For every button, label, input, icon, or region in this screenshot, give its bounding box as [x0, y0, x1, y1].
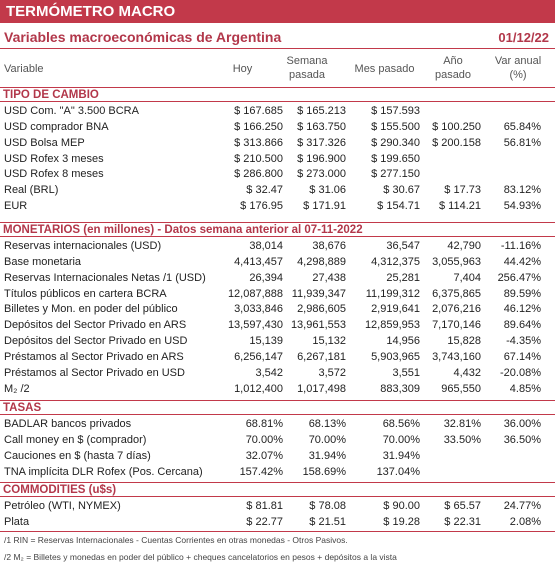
- cell-semana: $ 78.08: [309, 500, 346, 512]
- cell-anio: 3,055,963: [432, 255, 481, 268]
- row-label: Cauciones en $ (hasta 7 días): [4, 449, 151, 462]
- cell-semana: $ 317.326: [297, 136, 346, 149]
- cell-hoy: $ 286.800: [234, 168, 283, 181]
- table-row: [0, 286, 555, 302]
- cell-mes: $ 157.593: [371, 105, 420, 117]
- cell-anio: 2,076,216: [432, 303, 481, 316]
- cell-hoy: 38,014: [249, 240, 283, 252]
- cell-semana: 3,572: [318, 366, 346, 379]
- cell-hoy: $ 313.866: [234, 136, 283, 149]
- cell-mes: 11,199,312: [365, 287, 420, 300]
- cell-hoy: 3,542: [255, 366, 283, 379]
- cell-semana: 1,017,498: [297, 382, 346, 395]
- row-label: USD Rofex 8 meses: [4, 168, 104, 181]
- cell-mes: 883,309: [380, 382, 420, 395]
- table-row: [0, 103, 555, 119]
- cell-mes: 3,551: [392, 366, 420, 379]
- cell-var: 56.81%: [503, 136, 541, 149]
- row-label: Real (BRL): [4, 184, 59, 197]
- table-row: [0, 365, 555, 381]
- cell-mes: 4,312,375: [371, 255, 420, 268]
- cell-mes: 137.04%: [376, 465, 420, 478]
- cell-anio: $ 22.31: [444, 515, 481, 528]
- footnote-2: /2 M₂ = Billetes y monedas en poder del público + cheques cancelatorios en pesos + depósitos a la vista: [4, 552, 397, 562]
- cell-var: 89.59%: [503, 287, 541, 300]
- table-row: [0, 498, 555, 514]
- col-header-var-line1: Var anual: [494, 55, 542, 67]
- cell-var: 46.12%: [503, 303, 541, 316]
- cell-anio: 4,432: [453, 366, 481, 379]
- table-row: [0, 254, 555, 270]
- cell-semana: 15,132: [312, 335, 346, 348]
- cell-var: 44.42%: [503, 255, 541, 268]
- col-header-semana-line2: pasada: [288, 69, 326, 81]
- row-label: USD Bolsa MEP: [4, 136, 85, 149]
- cell-mes: 68.56%: [382, 418, 420, 430]
- table-row: [0, 349, 555, 365]
- banner-title: TERMÓMETRO MACRO: [0, 0, 555, 23]
- col-header-var: [490, 54, 546, 82]
- cell-semana: $ 163.750: [297, 120, 346, 133]
- cell-var: 256.47%: [497, 271, 541, 284]
- cell-hoy: 15,139: [249, 335, 283, 348]
- cell-mes: $ 90.00: [383, 500, 420, 512]
- section-header: TIPO DE CAMBIO: [0, 87, 555, 102]
- cell-mes: 31.94%: [382, 449, 420, 462]
- cell-var: -11.16%: [500, 240, 541, 252]
- cell-anio: $ 100.250: [432, 120, 481, 133]
- cell-var: -20.08%: [500, 366, 541, 379]
- cell-hoy: $ 166.250: [234, 120, 283, 133]
- cell-anio: 3,743,160: [432, 351, 481, 364]
- row-label: Títulos públicos en cartera BCRA: [4, 287, 167, 300]
- cell-semana: 13,961,553: [290, 319, 346, 332]
- cell-var: 36.50%: [503, 433, 541, 446]
- cell-hoy: 6,256,147: [234, 351, 283, 364]
- row-label: USD Rofex 3 meses: [4, 152, 104, 165]
- cell-anio: 32.81%: [443, 418, 481, 430]
- cell-mes: 2,919,641: [371, 303, 420, 316]
- table-row: [0, 432, 555, 448]
- col-header-var-line2: (%): [509, 69, 527, 81]
- cell-anio: $ 65.57: [444, 500, 481, 512]
- table-row: [0, 514, 555, 530]
- row-label: Petróleo (WTI, NYMEX): [4, 500, 121, 512]
- col-header-anio-line2: pasado: [434, 69, 472, 81]
- cell-mes: 70.00%: [382, 433, 420, 446]
- cell-hoy: 26,394: [249, 271, 283, 284]
- cell-hoy: 3,033,846: [234, 303, 283, 316]
- cell-var: 24.77%: [503, 500, 541, 512]
- row-label: Reservas internacionales (USD): [4, 240, 162, 252]
- col-header-anio-line1: Año: [443, 55, 463, 67]
- cell-semana: 158.69%: [302, 465, 346, 478]
- col-header-semana: [282, 54, 332, 82]
- section-header: TASAS: [0, 400, 555, 415]
- table-row: [0, 301, 555, 317]
- table-row: [0, 119, 555, 135]
- cell-anio: 33.50%: [443, 433, 481, 446]
- row-label: Call money en $ (comprador): [4, 433, 147, 446]
- cell-hoy: 12,087,888: [227, 287, 283, 300]
- cell-semana: 70.00%: [308, 433, 346, 446]
- footnote-1: /1 RIN = Reservas Internacionales - Cuentas Corrientes en otras monedas - Otros Pasivos.: [4, 535, 348, 545]
- cell-semana: 4,298,889: [297, 255, 346, 268]
- cell-anio: $ 200.158: [432, 136, 481, 149]
- cell-anio: 42,790: [447, 240, 481, 252]
- col-header-semana-line1: Semana: [286, 55, 328, 67]
- page-subtitle: Variables macroeconómicas de Argentina: [4, 29, 282, 45]
- cell-mes: $ 290.340: [371, 136, 420, 149]
- row-label: Base monetaria: [4, 255, 82, 268]
- cell-mes: $ 30.67: [383, 184, 420, 197]
- cell-mes: $ 155.500: [371, 120, 420, 133]
- cell-semana: $ 31.06: [309, 184, 346, 197]
- cell-semana: $ 196.900: [297, 152, 346, 165]
- cell-semana: $ 171.91: [303, 200, 346, 213]
- cell-mes: $ 199.650: [371, 152, 420, 165]
- row-label: USD Com. "A" 3.500 BCRA: [4, 105, 139, 117]
- cell-hoy: 70.00%: [245, 433, 283, 446]
- row-label: M₂ /2: [4, 382, 30, 395]
- row-label: EUR: [4, 200, 28, 213]
- cell-var: 83.12%: [503, 184, 541, 197]
- row-label: BADLAR bancos privados: [4, 418, 132, 430]
- table-row: [0, 270, 555, 286]
- row-label: Billetes y Mon. en poder del público: [4, 303, 178, 316]
- cell-anio: 7,404: [453, 271, 481, 284]
- cell-anio: $ 114.21: [438, 200, 481, 213]
- cell-mes: 14,956: [386, 335, 420, 348]
- section-header: COMMODITIES (u$s): [0, 482, 555, 497]
- col-header-variable: Variable: [4, 63, 44, 75]
- cell-semana: $ 165.213: [297, 105, 346, 117]
- table-row: [0, 238, 555, 254]
- row-label: Depósitos del Sector Privado en ARS: [4, 319, 187, 332]
- cell-mes: 36,547: [386, 240, 420, 252]
- cell-var: 4.85%: [509, 382, 541, 395]
- row-label: USD comprador BNA: [4, 120, 109, 133]
- cell-mes: 5,903,965: [371, 351, 420, 364]
- table-row: [0, 198, 555, 214]
- cell-hoy: 32.07%: [245, 449, 283, 462]
- cell-anio: 6,375,865: [432, 287, 481, 300]
- cell-semana: 11,939,347: [291, 287, 346, 300]
- cell-mes: $ 277.150: [371, 168, 420, 181]
- cell-hoy: 4,413,457: [234, 255, 283, 268]
- row-label: Plata: [4, 515, 30, 528]
- cell-var: 54.93%: [503, 200, 541, 213]
- cell-var: 65.84%: [503, 120, 541, 133]
- cell-semana: $ 21.51: [309, 515, 346, 528]
- col-header-mes: Mes pasado: [354, 63, 415, 75]
- cell-anio: 965,550: [441, 382, 481, 395]
- cell-semana: 6,267,181: [297, 351, 346, 364]
- header-divider: [0, 48, 555, 49]
- cell-semana: 27,438: [312, 271, 346, 284]
- cell-semana: 31.94%: [308, 449, 346, 462]
- cell-mes: 12,859,953: [364, 319, 420, 332]
- notes-divider: [0, 531, 555, 532]
- cell-var: 89.64%: [503, 319, 541, 332]
- cell-hoy: 1,012,400: [234, 382, 283, 395]
- cell-mes: 25,281: [386, 271, 420, 284]
- cell-hoy: $ 210.500: [234, 152, 283, 165]
- table-row: [0, 464, 555, 480]
- row-label: Préstamos al Sector Privado en USD: [4, 366, 185, 379]
- table-row: [0, 135, 555, 151]
- row-label: Reservas Internacionales Netas /1 (USD): [4, 271, 206, 284]
- cell-hoy: 157.42%: [239, 465, 283, 478]
- cell-semana: $ 273.000: [297, 168, 346, 181]
- cell-anio: 15,828: [447, 335, 481, 348]
- cell-anio: 7,170,146: [432, 319, 481, 332]
- cell-mes: $ 154.71: [377, 200, 420, 213]
- report-date: 01/12/22: [498, 30, 549, 45]
- col-header-hoy: Hoy: [232, 63, 253, 75]
- table-row: [0, 448, 555, 464]
- cell-hoy: $ 176.95: [240, 200, 283, 213]
- cell-anio: $ 17.73: [444, 184, 481, 197]
- table-row: [0, 166, 555, 182]
- cell-semana: 2,986,605: [297, 303, 346, 316]
- table-row: [0, 317, 555, 333]
- row-label: Depósitos del Sector Privado en USD: [4, 335, 188, 348]
- table-row: [0, 416, 555, 432]
- row-label: Préstamos al Sector Privado en ARS: [4, 351, 184, 364]
- cell-hoy: $ 167.685: [234, 105, 283, 117]
- cell-hoy: $ 81.81: [246, 500, 283, 512]
- cell-mes: $ 19.28: [383, 515, 420, 528]
- col-header-anio: [430, 54, 476, 82]
- cell-var: -4.35%: [506, 335, 541, 348]
- cell-var: 67.14%: [503, 351, 541, 364]
- table-row: [0, 333, 555, 349]
- cell-hoy: $ 32.47: [246, 184, 283, 197]
- table-row: [0, 381, 555, 397]
- cell-hoy: 13,597,430: [227, 319, 283, 332]
- cell-hoy: 68.81%: [245, 418, 283, 430]
- cell-semana: 38,676: [312, 240, 346, 252]
- cell-semana: 68.13%: [308, 418, 346, 430]
- cell-var: 36.00%: [503, 418, 541, 430]
- cell-var: 2.08%: [509, 515, 541, 528]
- table-row: [0, 182, 555, 198]
- table-row: [0, 151, 555, 167]
- cell-hoy: $ 22.77: [246, 515, 283, 528]
- row-label: TNA implícita DLR Rofex (Pos. Cercana): [4, 465, 203, 478]
- section-header: MONETARIOS (en millones) - Datos semana anterior al 07-11-2022: [0, 222, 555, 237]
